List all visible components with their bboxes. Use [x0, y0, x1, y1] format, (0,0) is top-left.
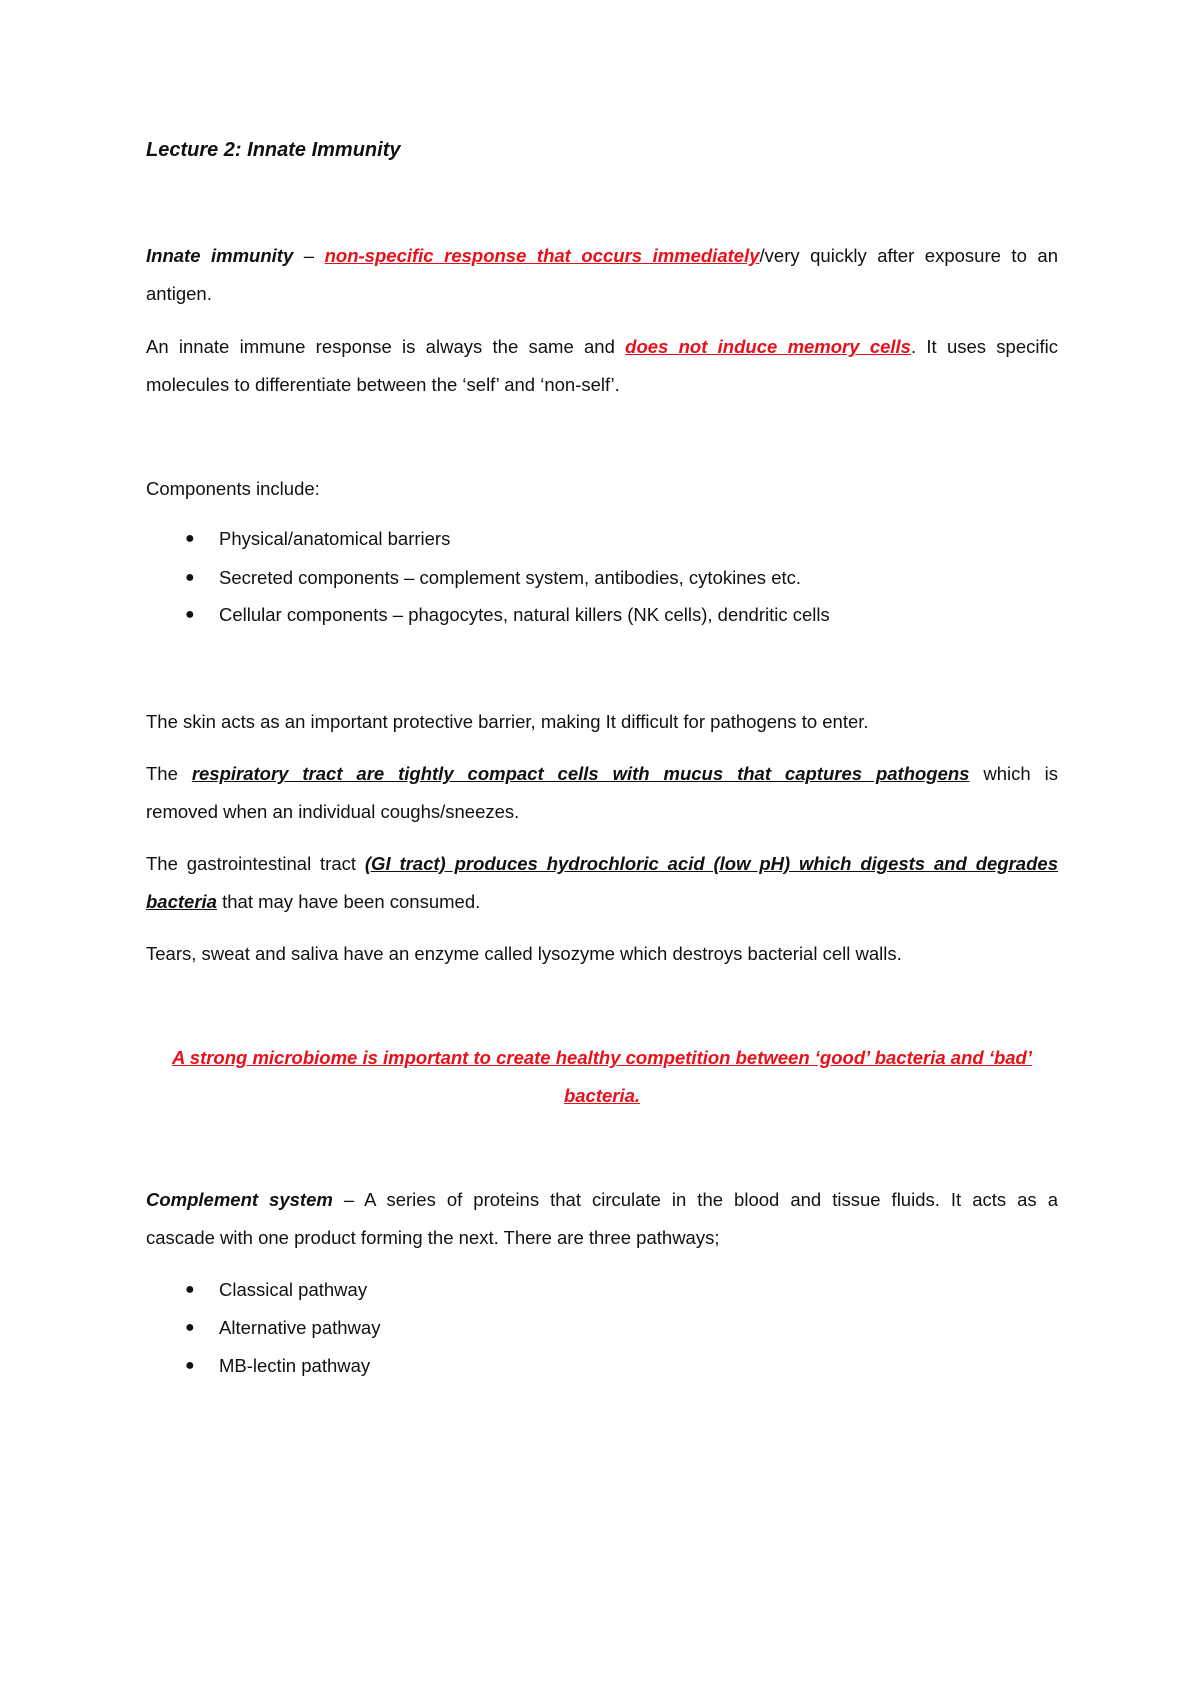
components-heading: Components include:	[146, 478, 320, 499]
tears-paragraph: Tears, sweat and saliva have an enzyme called lysozyme which destroys bacterial cell walls.	[146, 943, 902, 964]
gi-post: that may have been consumed.	[216, 891, 481, 912]
list-item: Classical pathway	[219, 1279, 368, 1300]
term-innate-immunity: Innate immunity	[146, 245, 294, 266]
list-item: Alternative pathway	[219, 1317, 381, 1338]
bullet-icon: ●	[185, 530, 195, 547]
list-item: Secreted components – complement system, antibodies, cytokines etc.	[219, 567, 802, 588]
complement-paragraph-line2: cascade with one product forming the next. There are three pathways;	[146, 1227, 720, 1248]
list-item: Cellular components – phagocytes, natural killers (NK cells), dendritic cells	[219, 604, 830, 625]
complement-paragraph-line1	[146, 1188, 1058, 1212]
bullet-icon: ●	[185, 1319, 195, 1336]
bullet-icon: ●	[185, 1357, 195, 1374]
microbiome-statement-line2: bacteria.	[563, 1085, 641, 1106]
list-item: Physical/anatomical barriers	[219, 528, 451, 549]
dash: –	[293, 245, 325, 266]
bullet-icon: ●	[185, 606, 195, 623]
term-complement-system: Complement system	[146, 1189, 333, 1210]
highlight-respiratory: respiratory tract are tightly compact cells with mucus that captures pathogens	[191, 763, 970, 784]
highlight-gi-tract: (GI tract) produces hydrochloric acid (low pH) which digests and degrades	[364, 853, 1058, 874]
respiratory-pre: The	[146, 763, 192, 784]
highlight-bacteria: bacteria	[146, 891, 217, 912]
page-title: Lecture 2: Innate Immunity	[146, 139, 401, 161]
microbiome-statement-line1: A strong microbiome is important to create healthy competition between ‘good’ bacteria and ‘bad’	[171, 1047, 1033, 1068]
response-pre: An innate immune response is always the same and	[146, 336, 626, 357]
innate-immunity-paragraph-line2: antigen.	[146, 283, 212, 304]
innate-rest: /very quickly after exposure to an	[759, 245, 1058, 266]
respiratory-post: which is	[969, 763, 1058, 784]
gi-paragraph-line1	[146, 852, 1058, 876]
highlight-non-specific: non-specific response that occurs immediately	[324, 245, 760, 266]
response-post: . It uses specific	[910, 336, 1058, 357]
list-item: MB-lectin pathway	[219, 1355, 371, 1376]
gi-paragraph-line2	[146, 890, 1058, 914]
bullet-icon: ●	[185, 1281, 195, 1298]
response-paragraph-line1	[146, 335, 1058, 359]
innate-immunity-paragraph-line1	[146, 244, 1058, 268]
respiratory-paragraph-line2: removed when an individual coughs/sneezes.	[146, 801, 520, 822]
response-paragraph-line2: molecules to differentiate between the ‘self’ and ‘non-self’.	[146, 374, 620, 395]
highlight-memory-cells: does not induce memory cells	[625, 336, 911, 357]
skin-paragraph: The skin acts as an important protective barrier, making It difficult for pathogens to enter.	[146, 711, 869, 732]
gi-pre: The gastrointestinal tract	[146, 853, 365, 874]
respiratory-paragraph-line1	[146, 762, 1058, 786]
bullet-icon: ●	[185, 569, 195, 586]
complement-rest: – A series of proteins that circulate in the blood and tissue fluids. It acts as a	[332, 1189, 1058, 1210]
